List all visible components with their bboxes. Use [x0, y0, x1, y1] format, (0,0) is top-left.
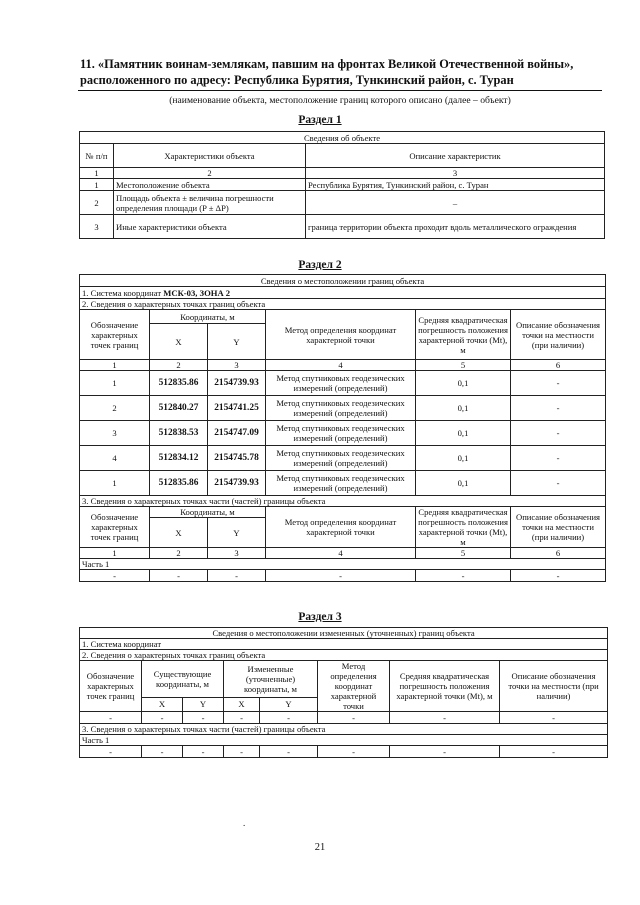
header-x: X [150, 324, 208, 360]
col-number: 5 [416, 360, 511, 371]
point-method: Метод спутниковых геодезических измерений (определений) [266, 421, 416, 446]
point-accuracy: 0,1 [416, 471, 511, 496]
subheading-boundary-points: 2. Сведения о характерных точках границ объекта [80, 299, 606, 310]
cell: - [80, 712, 142, 724]
section1-table [79, 131, 605, 239]
page-number: 21 [314, 842, 326, 853]
table-row [80, 712, 608, 724]
row-characteristic: Площадь объекта ± величина погрешности определения площади (P ± ΔP) [114, 191, 306, 215]
header-y: Y [208, 324, 266, 360]
header-x: X [150, 518, 208, 548]
point-id: 3 [80, 421, 150, 446]
header-x: X [224, 697, 260, 711]
col-number: 3 [208, 548, 266, 559]
point-x: 512834.12 [150, 446, 208, 471]
table-row [80, 179, 605, 191]
table-row [80, 396, 606, 421]
row-characteristic: Местоположение объекта [114, 179, 306, 191]
table-row [80, 446, 606, 471]
point-y: 2154739.93 [208, 371, 266, 396]
cell: - [260, 712, 318, 724]
header-characteristic: Характеристики объекта [114, 144, 306, 168]
col-number: 1 [80, 360, 150, 371]
col-number: 6 [511, 360, 606, 371]
part-label: Часть 1 [80, 735, 608, 746]
section1-heading: Раздел 1 [298, 114, 342, 126]
point-id: 1 [80, 471, 150, 496]
part-cell: - [80, 570, 150, 582]
section2-heading: Раздел 2 [298, 259, 342, 271]
coord-system-row [80, 287, 606, 299]
part-cell: - [80, 746, 142, 758]
point-method: Метод спутниковых геодезических измерений (определений) [266, 446, 416, 471]
point-x: 512840.27 [150, 396, 208, 421]
header-changed-coordinates: Измененные (уточненные) координаты, м [224, 661, 318, 698]
part-cell: - [224, 746, 260, 758]
col-number: 4 [266, 548, 416, 559]
point-description: - [511, 396, 606, 421]
header-method: Метод определения координат характерной точки [266, 310, 416, 360]
header-accuracy: Средняя квадратическая погрешность положения характерной точки (Mt), м [416, 507, 511, 548]
part-cell: - [266, 570, 416, 582]
point-id: 4 [80, 446, 150, 471]
col-number: 1 [80, 168, 114, 179]
row-description: Республика Бурятия, Тункинский район, с. Туран [306, 179, 605, 191]
header-x: X [142, 697, 183, 711]
header-designation: Обозначение характерных точек границ [80, 310, 150, 360]
point-x: 512835.86 [150, 371, 208, 396]
header-coordinates: Координаты, м [150, 310, 266, 324]
table-row [80, 746, 608, 758]
row-number: 1 [80, 179, 114, 191]
part-cell: - [142, 746, 183, 758]
header-coordinates: Координаты, м [150, 507, 266, 518]
cell: - [224, 712, 260, 724]
row-number: 3 [80, 215, 114, 239]
part-cell: - [500, 746, 608, 758]
point-description: - [511, 421, 606, 446]
document-title [80, 56, 600, 88]
header-method: Метод определения координат характерной точки [318, 661, 390, 712]
part-cell: - [390, 746, 500, 758]
part-cell: - [208, 570, 266, 582]
part-cell: - [318, 746, 390, 758]
col-number: 3 [306, 168, 605, 179]
col-number: 1 [80, 548, 150, 559]
coord-system-label: 1. Система координат [82, 287, 162, 298]
point-description: - [511, 446, 606, 471]
title-underline [78, 90, 602, 91]
part-cell: - [416, 570, 511, 582]
header-point-description: Описание обозначения точки на местности (при наличии) [511, 507, 606, 548]
table-row [80, 215, 605, 239]
part-label: Часть 1 [80, 559, 606, 570]
header-y: Y [183, 697, 224, 711]
point-id: 1 [80, 371, 150, 396]
row-characteristic: Иные характеристики объекта [114, 215, 306, 239]
part-cell: - [511, 570, 606, 582]
header-point-description: Описание обозначения точки на местности (при наличии) [511, 310, 606, 360]
part-cell: - [183, 746, 224, 758]
table-row [80, 191, 605, 215]
point-method: Метод спутниковых геодезических измерений (определений) [266, 396, 416, 421]
point-method: Метод спутниковых геодезических измерений (определений) [266, 371, 416, 396]
subheading-boundary-points: 2. Сведения о характерных точках границ объекта [80, 650, 608, 661]
stray-mark: . [243, 818, 246, 828]
cell: - [142, 712, 183, 724]
point-accuracy: 0,1 [416, 446, 511, 471]
col-number: 4 [266, 360, 416, 371]
header-point-description: Описание обозначения точки на местности (при наличии) [500, 661, 608, 712]
section3-table [79, 627, 608, 758]
row-number: 2 [80, 191, 114, 215]
row-description: граница территории объекта проходит вдоль металлического ограждения [306, 215, 605, 239]
part-cell: - [150, 570, 208, 582]
header-y: Y [208, 518, 266, 548]
header-y: Y [260, 697, 318, 711]
point-y: 2154739.93 [208, 471, 266, 496]
point-y: 2154741.25 [208, 396, 266, 421]
row-description: – [306, 191, 605, 215]
col-number: 5 [416, 548, 511, 559]
header-accuracy: Средняя квадратическая погрешность положения характерной точки (Mt), м [390, 661, 500, 712]
part-cell: - [260, 746, 318, 758]
point-x: 512835.86 [150, 471, 208, 496]
cell: - [500, 712, 608, 724]
header-designation: Обозначение характерных точек границ [80, 507, 150, 548]
title-line-1: 11. «Памятник воинам-землякам, павшим на фронтах Великой Отечественной войны», [80, 57, 574, 71]
header-method: Метод определения координат характерной точки [266, 507, 416, 548]
point-x: 512838.53 [150, 421, 208, 446]
title-line-2: расположенного по адресу: Республика Бурятия, Тункинский район, с. Туран [80, 73, 514, 87]
table-row [80, 471, 606, 496]
col-number: 3 [208, 360, 266, 371]
point-accuracy: 0,1 [416, 421, 511, 446]
table-row [80, 421, 606, 446]
header-number: № п/п [80, 144, 114, 168]
cell: - [183, 712, 224, 724]
header-accuracy: Средняя квадратическая погрешность положения характерной точки (Mt), м [416, 310, 511, 360]
col-number: 2 [150, 548, 208, 559]
title-caption: (наименование объекта, местоположение границ которого описано (далее – объект) [169, 95, 511, 106]
header-description: Описание характеристик [306, 144, 605, 168]
point-accuracy: 0,1 [416, 371, 511, 396]
table-row [80, 570, 606, 582]
section3-heading: Раздел 3 [298, 611, 342, 623]
header-existing-coordinates: Существующие координаты, м [142, 661, 224, 698]
header-designation: Обозначение характерных точек границ [80, 661, 142, 712]
section2-table-title: Сведения о местоположении границ объекта [80, 275, 606, 287]
point-method: Метод спутниковых геодезических измерений (определений) [266, 471, 416, 496]
cell: - [318, 712, 390, 724]
point-description: - [511, 471, 606, 496]
col-number: 2 [114, 168, 306, 179]
section2-table [79, 274, 606, 582]
point-y: 2154747.09 [208, 421, 266, 446]
subheading-part-points: 3. Сведения о характерных точках части (частей) границы объекта [80, 496, 606, 507]
point-id: 2 [80, 396, 150, 421]
section3-table-title: Сведения о местоположении измененных (уточненных) границ объекта [80, 628, 608, 639]
coord-system-row: 1. Система координат [80, 639, 608, 650]
section1-table-title: Сведения об объекте [80, 132, 605, 144]
point-description: - [511, 371, 606, 396]
table-row [80, 371, 606, 396]
col-number: 2 [150, 360, 208, 371]
coord-system-value: МСК-03, ЗОНА 2 [163, 287, 231, 298]
cell: - [390, 712, 500, 724]
subheading-part-points: 3. Сведения о характерных точках части (частей) границы объекта [80, 724, 608, 735]
col-number: 6 [511, 548, 606, 559]
point-y: 2154745.78 [208, 446, 266, 471]
point-accuracy: 0,1 [416, 396, 511, 421]
